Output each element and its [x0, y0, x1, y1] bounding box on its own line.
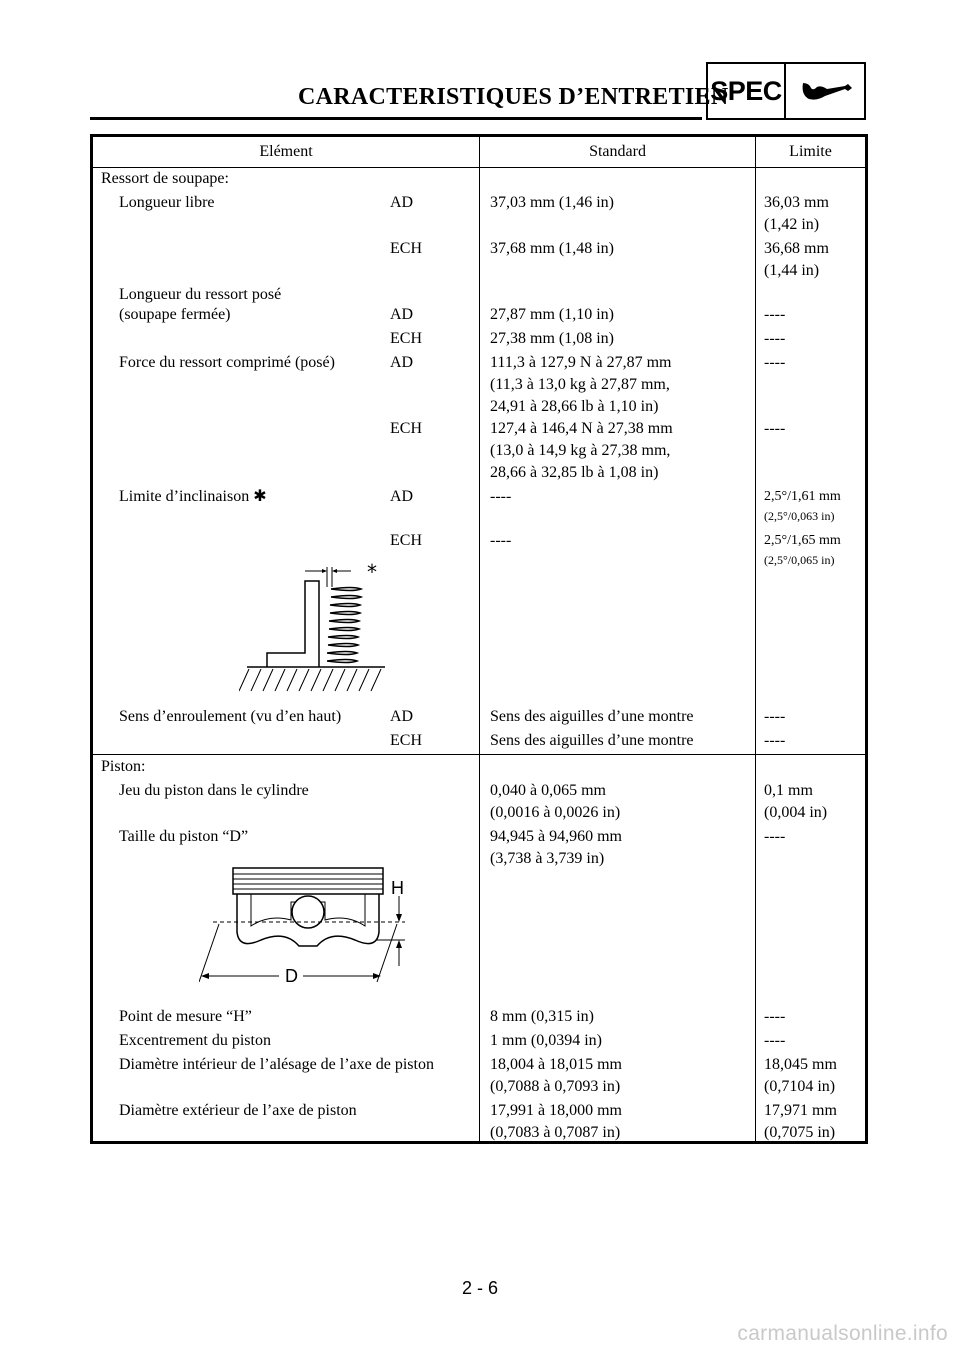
ad-label: AD — [390, 488, 414, 505]
standard-value: 27,87 mm (1,10 in) — [490, 306, 614, 323]
limit-value: (1,42 in) — [764, 216, 820, 233]
measure-point-label: Point de mesure “H” — [119, 1008, 252, 1025]
ech-label: ECH — [390, 240, 422, 257]
limit-value: ---- — [764, 306, 786, 323]
header-standard: Standard — [589, 143, 646, 160]
limit-value: (1,44 in) — [764, 262, 820, 279]
piston-diagram — [199, 862, 439, 987]
pin-bore-label: Diamètre intérieur de l’alésage de l’axe de piston — [119, 1056, 434, 1073]
standard-value: 37,68 mm (1,48 in) — [490, 240, 614, 257]
standard-value: 8 mm (0,315 in) — [490, 1008, 594, 1025]
spec-table — [90, 134, 868, 1144]
column-divider — [755, 137, 756, 1141]
ad-label: AD — [390, 708, 414, 725]
standard-value: (13,0 à 14,9 kg à 27,38 mm, — [490, 442, 671, 459]
column-divider — [479, 137, 480, 1141]
limit-value: ---- — [764, 708, 786, 725]
limit-value: ---- — [764, 420, 786, 437]
piston-size-label: Taille du piston “D” — [119, 828, 249, 845]
header-limit: Limite — [789, 143, 832, 160]
limit-value: (0,004 in) — [764, 804, 828, 821]
standard-value: 28,66 à 32,85 lb à 1,08 in) — [490, 464, 659, 481]
limit-value: (0,7075 in) — [764, 1124, 836, 1141]
free-length-label: Longueur libre — [119, 194, 215, 211]
page-title: CARACTERISTIQUES D’ENTRETIEN — [298, 84, 729, 110]
limit-value: (2,5°/0,065 in) — [764, 553, 835, 567]
spring-tilt-diagram — [239, 557, 389, 697]
spec-badge — [706, 62, 866, 120]
ech-label: ECH — [390, 532, 422, 549]
ad-label: AD — [390, 354, 414, 371]
limit-value: ---- — [764, 828, 786, 845]
asterisk-mark: * — [367, 560, 377, 584]
limit-value: ---- — [764, 330, 786, 347]
standard-value: ---- — [490, 532, 512, 549]
winding-label: Sens d’enroulement (vu d’en haut) — [119, 708, 342, 725]
offset-label: Excentrement du piston — [119, 1032, 271, 1049]
limit-value: 18,045 mm — [764, 1056, 837, 1073]
standard-value: (11,3 à 13,0 kg à 27,87 mm, — [490, 376, 670, 393]
standard-value: (0,0016 à 0,0026 in) — [490, 804, 621, 821]
standard-value: (3,738 à 3,739 in) — [490, 850, 605, 867]
standard-value: 18,004 à 18,015 mm — [490, 1056, 622, 1073]
standard-value: Sens des aiguilles d’une montre — [490, 708, 694, 725]
ad-label: AD — [390, 306, 414, 323]
standard-value: 1 mm (0,0394 in) — [490, 1032, 602, 1049]
limit-value: 0,1 mm — [764, 782, 813, 799]
limit-value: ---- — [764, 1032, 786, 1049]
limit-value: ---- — [764, 354, 786, 371]
section-title: Ressort de soupape: — [101, 170, 229, 187]
standard-value: 24,91 à 28,66 lb à 1,10 in) — [490, 398, 659, 415]
page-number: 2 - 6 — [461, 1278, 499, 1298]
installed-length-label: Longueur du ressort posé — [119, 286, 282, 303]
ech-label: ECH — [390, 732, 422, 749]
asterisk-icon: ✱ — [253, 488, 267, 505]
tilt-limit-text: Limite d’inclinaison — [119, 488, 250, 505]
standard-value: ---- — [490, 488, 512, 505]
limit-value: ---- — [764, 732, 786, 749]
watermark: carmanualsonline.info — [737, 1322, 948, 1345]
h-label: H — [391, 878, 404, 898]
ech-label: ECH — [390, 420, 422, 437]
table-header — [93, 137, 865, 168]
clearance-label: Jeu du piston dans le cylindre — [119, 782, 309, 799]
standard-value: (0,7088 à 0,7093 in) — [490, 1078, 621, 1095]
standard-value: 17,991 à 18,000 mm — [490, 1102, 622, 1119]
pin-od-label: Diamètre extérieur de l’axe de piston — [119, 1102, 357, 1119]
limit-value: ---- — [764, 1008, 786, 1025]
standard-value: (0,7083 à 0,7087 in) — [490, 1124, 621, 1141]
wrench-icon — [786, 64, 864, 118]
d-label: D — [285, 966, 298, 986]
limit-value: 36,03 mm — [764, 194, 829, 211]
standard-value: 127,4 à 146,4 N à 27,38 mm — [490, 420, 673, 437]
compressed-force-label: Force du ressort comprimé (posé) — [119, 354, 335, 371]
spec-label: SPEC — [708, 64, 786, 118]
section-divider — [93, 754, 865, 755]
standard-value: 27,38 mm (1,08 in) — [490, 330, 614, 347]
ech-label: ECH — [390, 330, 422, 347]
standard-value: 111,3 à 127,9 N à 27,87 mm — [490, 354, 672, 371]
standard-value: 94,945 à 94,960 mm — [490, 828, 622, 845]
standard-value: Sens des aiguilles d’une montre — [490, 732, 694, 749]
limit-value: 2,5°/1,61 mm — [764, 489, 841, 504]
standard-value: 37,03 mm (1,46 in) — [490, 194, 614, 211]
standard-value: 0,040 à 0,065 mm — [490, 782, 606, 799]
ad-label: AD — [390, 194, 414, 211]
limit-value: 17,971 mm — [764, 1102, 837, 1119]
limit-value: 2,5°/1,65 mm — [764, 533, 841, 548]
limit-value: (2,5°/0,063 in) — [764, 509, 835, 523]
header-element: Elément — [259, 143, 313, 160]
tilt-limit-label — [119, 486, 267, 508]
installed-length-label: (soupape fermée) — [119, 306, 231, 323]
limit-value: 36,68 mm — [764, 240, 829, 257]
section-title: Piston: — [101, 758, 146, 775]
title-underline — [90, 117, 702, 120]
limit-value: (0,7104 in) — [764, 1078, 836, 1095]
